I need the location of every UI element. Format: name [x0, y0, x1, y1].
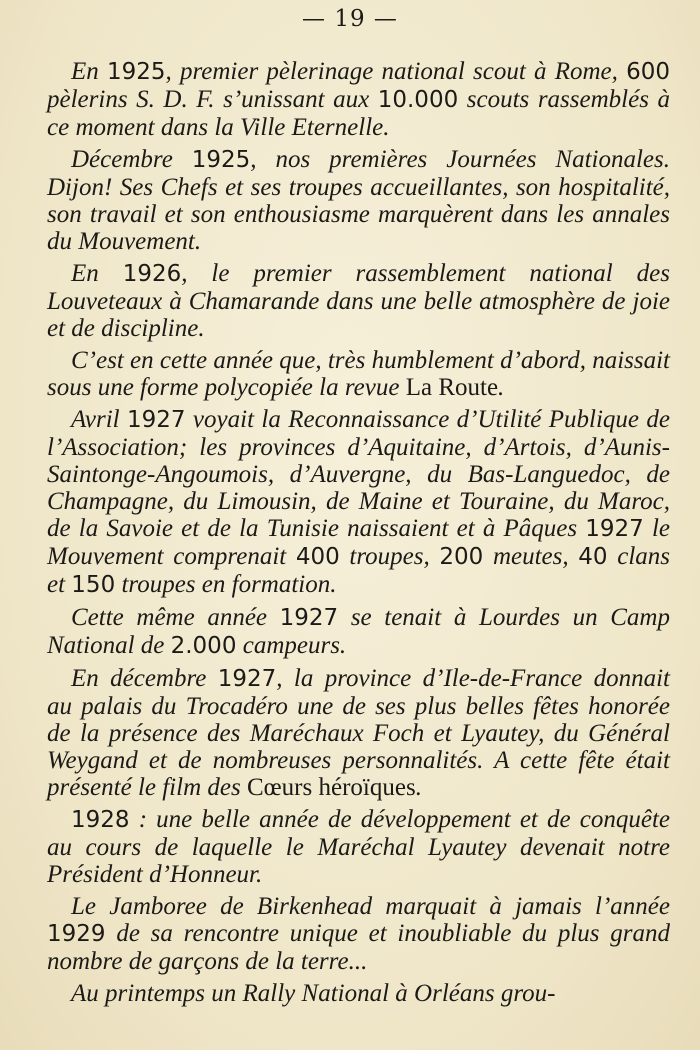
text-segment: , le premier rassemblement national des Louveteaux à Chamarande dans une belle atmosphère de joie et de discipline.: [47, 260, 670, 342]
number-text: 1927: [279, 605, 339, 631]
number-text: 1929: [47, 921, 106, 947]
text-segment: En décembre: [71, 665, 218, 692]
text-segment: voyait la Reconnaissance d’Utilité Publique de l’Association; les provinces d’Aquitaine, d’Artois, d’Aunis-Saintonge-Angoumois, d’Auvergne, du Bas-Languedoc, de Champagne, du Limousin, de Maine et Touraine, du Maroc, de la Savoie et de la Tunisie naissaient et à Pâques: [47, 406, 670, 542]
paragraph: [47, 260, 670, 342]
text-segment: de sa rencontre unique et inoubliable du plus grand nombre de garçons de la terre...: [47, 920, 670, 975]
paragraph: [47, 406, 670, 599]
text-segment: Au printemps un Rally National à Orléans grou-: [71, 980, 556, 1007]
text-segment: Avril: [71, 406, 127, 433]
text-segment: C’est en cette année que, très humblement d’abord, naissait sous une forme polycopiée la revue: [47, 347, 670, 401]
paragraph: [47, 893, 670, 975]
text-segment: .: [498, 374, 505, 401]
text-segment: se tenait à Lourdes un Camp National de: [47, 604, 670, 659]
number-text: 40: [578, 544, 608, 570]
number-text: 600: [626, 59, 670, 85]
number-text: 1927: [217, 666, 277, 692]
paragraph: [47, 806, 670, 888]
text-segment: .: [415, 774, 422, 801]
title-text: Cœurs héroïques: [246, 774, 416, 801]
number-text: 1928: [71, 807, 130, 833]
text-segment: troupes,: [339, 543, 440, 570]
text-segment: clans et: [47, 543, 671, 598]
text-segment: scouts rassemblés à ce moment dans la Ville Eternelle.: [47, 86, 670, 141]
text-segment: campeurs.: [236, 632, 347, 659]
number-text: 1927: [127, 407, 186, 433]
paragraph: [47, 665, 670, 801]
paragraph: [47, 146, 670, 255]
paragraph: [47, 604, 670, 660]
text-segment: pèlerins S. D. F. s’unissant aux: [47, 86, 378, 113]
number-text: 400: [295, 544, 340, 570]
text-segment: , nos premières Journées Nationales. Dijon! Ses Chefs et ses troupes accueillantes, son hospitalité, son travail et son enthousiasme marquèrent dans les annales du Mouvement.: [47, 146, 671, 255]
number-text: 150: [71, 572, 116, 598]
title-text: La Route: [405, 374, 499, 401]
text-segment: , la province d’Ile-de-France donnait au palais du Trocadéro une de ses plus belles fêtes honorée de la présence des Maréchaux Foch et Lyautey, du Général Weygand et de nombreuses personnalités. A cette fête était présenté le film des: [47, 665, 670, 801]
text-segment: Cette même année: [71, 604, 280, 631]
text-segment: troupes en formation.: [115, 571, 337, 598]
text-segment: En: [71, 58, 107, 85]
number-text: 200: [439, 544, 484, 570]
paragraph: [47, 347, 670, 401]
text-segment: meutes,: [483, 543, 579, 570]
paragraph: [47, 58, 670, 141]
page-number: — 19 —: [302, 6, 398, 32]
text-segment: : une belle année de développement et de conquête au cours de laquelle le Maréchal Lyautey devenait notre Président d’Honneur.: [47, 806, 670, 888]
number-text: 2.000: [170, 633, 237, 659]
number-text: 1925: [106, 59, 166, 85]
text-segment: En: [71, 260, 123, 287]
paragraph: [47, 980, 670, 1007]
text-segment: Décembre: [71, 146, 192, 173]
text-segment: Le Jamboree de Birkenhead marquait à jamais l’année: [71, 893, 670, 920]
number-text: 1926: [122, 261, 182, 287]
number-text: 1927: [585, 516, 644, 542]
text-segment: le Mouvement comprenait: [47, 515, 670, 570]
text-segment: , premier pèlerinage national scout à Rome,: [165, 58, 627, 85]
number-text: 10.000: [377, 87, 459, 113]
number-text: 1925: [191, 147, 251, 173]
body-text: [47, 58, 670, 1007]
